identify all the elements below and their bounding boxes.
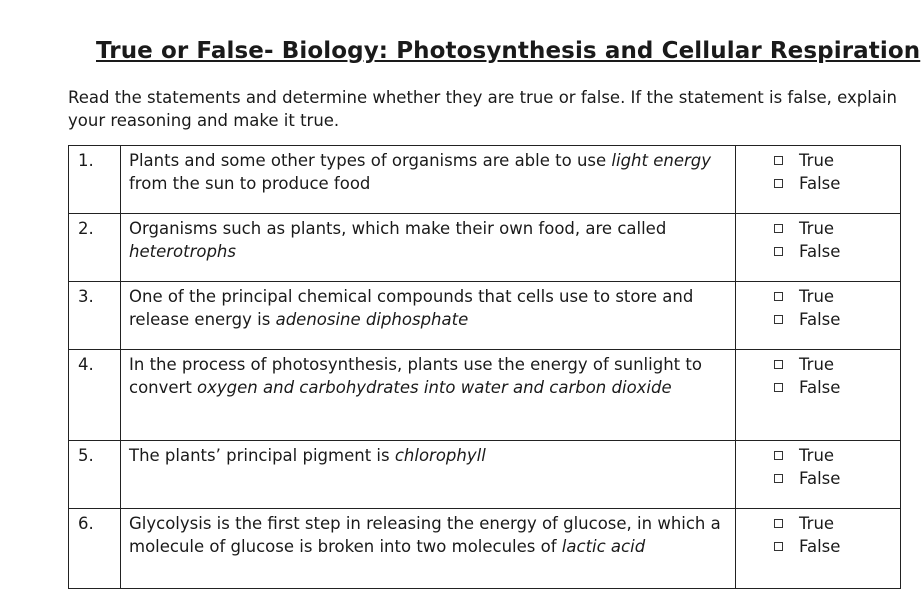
italic-term: oxygen and carbohydrates into water and carbon dioxide [197, 378, 672, 397]
question-statement: Glycolysis is the first step in releasing the energy of glucose, in which a molecule of glucose is broken into two molecules of lactic acid [121, 509, 736, 589]
false-label: False [799, 469, 841, 488]
false-option[interactable] [774, 308, 900, 331]
false-checkbox[interactable] [774, 542, 783, 551]
answer-options [736, 214, 901, 282]
false-label: False [799, 242, 841, 261]
italic-term: heterotrophs [129, 242, 236, 261]
false-checkbox[interactable] [774, 474, 783, 483]
true-option[interactable] [774, 285, 900, 308]
false-label: False [799, 378, 841, 397]
true-label: True [799, 355, 835, 374]
true-checkbox[interactable] [774, 519, 783, 528]
false-option[interactable] [774, 240, 900, 263]
false-option[interactable] [774, 172, 900, 195]
answer-options [736, 350, 901, 441]
true-checkbox[interactable] [774, 360, 783, 369]
true-label: True [799, 446, 835, 465]
answer-options [736, 509, 901, 589]
false-label: False [799, 174, 841, 193]
question-table [68, 145, 901, 589]
true-label: True [799, 151, 835, 170]
answer-options [736, 282, 901, 350]
true-label: True [799, 219, 835, 238]
question-number: 2. [69, 214, 121, 282]
true-option[interactable] [774, 149, 900, 172]
false-checkbox[interactable] [774, 179, 783, 188]
true-checkbox[interactable] [774, 224, 783, 233]
question-number: 3. [69, 282, 121, 350]
question-number: 4. [69, 350, 121, 441]
instructions-text: Read the statements and determine whether they are true or false. If the statement is false, explain your reasoning and make it true. [68, 88, 897, 130]
question-row [69, 146, 901, 214]
false-option[interactable] [774, 376, 900, 399]
italic-term: lactic acid [561, 537, 646, 556]
true-option[interactable] [774, 444, 900, 467]
question-statement: The plants’ principal pigment is chlorophyll [121, 441, 736, 509]
question-row [69, 214, 901, 282]
true-option[interactable] [774, 217, 900, 240]
false-checkbox[interactable] [774, 315, 783, 324]
false-option[interactable] [774, 467, 900, 490]
italic-term: light energy [611, 151, 712, 170]
question-statement: Plants and some other types of organisms are able to use light energy from the sun to produce food [121, 146, 736, 214]
italic-term: adenosine diphosphate [275, 310, 469, 329]
false-option[interactable] [774, 535, 900, 558]
answer-options [736, 146, 901, 214]
true-label: True [799, 287, 835, 306]
question-number: 6. [69, 509, 121, 589]
question-statement: In the process of photosynthesis, plants use the energy of sunlight to convert oxygen and carbohydrates into water and carbon dioxide [121, 350, 736, 441]
question-statement: Organisms such as plants, which make their own food, are called heterotrophs [121, 214, 736, 282]
question-row [69, 509, 901, 589]
true-option[interactable] [774, 353, 900, 376]
false-label: False [799, 310, 841, 329]
question-row [69, 282, 901, 350]
true-checkbox[interactable] [774, 156, 783, 165]
true-checkbox[interactable] [774, 292, 783, 301]
question-number: 1. [69, 146, 121, 214]
true-label: True [799, 514, 835, 533]
false-checkbox[interactable] [774, 247, 783, 256]
true-checkbox[interactable] [774, 451, 783, 460]
answer-options [736, 441, 901, 509]
true-option[interactable] [774, 512, 900, 535]
worksheet-title: True or False- Biology: Photosynthesis and Cellular Respiration [96, 38, 921, 64]
italic-term: chlorophyll [394, 446, 486, 465]
question-row [69, 441, 901, 509]
false-checkbox[interactable] [774, 383, 783, 392]
question-number: 5. [69, 441, 121, 509]
false-label: False [799, 537, 841, 556]
question-row [69, 350, 901, 441]
question-statement: One of the principal chemical compounds that cells use to store and release energy is adenosine diphosphate [121, 282, 736, 350]
